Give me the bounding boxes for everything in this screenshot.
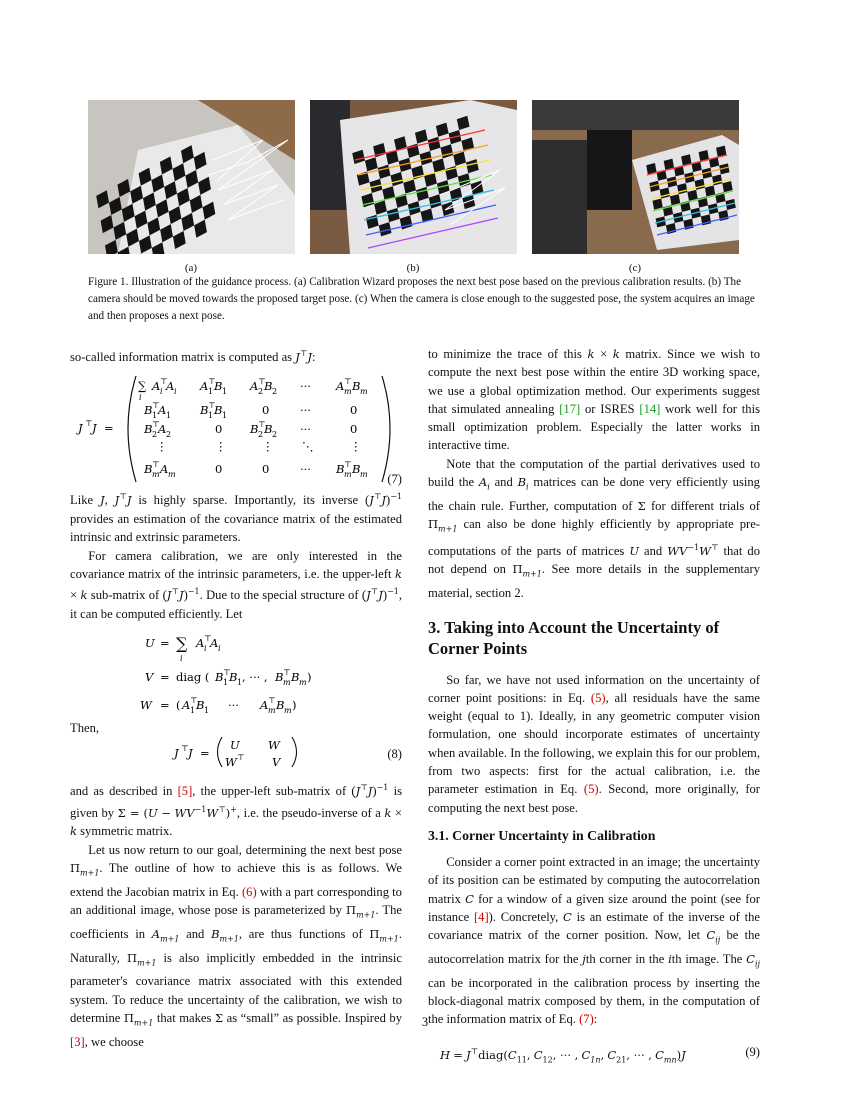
svg-text:A: A bbox=[152, 379, 161, 394]
figure-caption: Figure 1. Illustration of the guidance process. (a) Calibration Wizard proposes the next best pose based on the previous calibration results. (b) The camera should be moved towards the proposed target pose. (c) When the camera is close enough to the suggested pose, the system acquires an image and then proposes a next pose. bbox=[88, 276, 755, 322]
svg-text:): ) bbox=[292, 697, 297, 712]
svg-text:⋮: ⋮ bbox=[215, 439, 227, 454]
svg-text:2: 2 bbox=[272, 430, 278, 440]
section-3-1-heading: 3.1. Corner Uncertainty in Calibration bbox=[428, 827, 656, 843]
svg-text:0: 0 bbox=[350, 422, 358, 437]
svg-text:J: J bbox=[188, 746, 193, 761]
figure-panel-c bbox=[532, 100, 739, 254]
svg-text:⊤: ⊤ bbox=[204, 633, 212, 643]
svg-text:⊤: ⊤ bbox=[85, 419, 93, 429]
svg-text:B: B bbox=[264, 422, 273, 437]
svg-text:B: B bbox=[200, 403, 209, 418]
svg-text:⊤: ⊤ bbox=[258, 420, 266, 430]
svg-text:A: A bbox=[160, 462, 169, 477]
citation-14[interactable]: [14] bbox=[639, 401, 661, 416]
svg-text:0: 0 bbox=[215, 462, 223, 477]
eq8-number: (8) bbox=[387, 747, 402, 762]
eq9-number: (9) bbox=[745, 1044, 760, 1059]
svg-text:B: B bbox=[250, 422, 259, 437]
svg-text:⊤: ⊤ bbox=[152, 401, 160, 411]
svg-text:A: A bbox=[210, 635, 219, 650]
svg-text:B: B bbox=[196, 697, 205, 712]
svg-text:···: ··· bbox=[300, 462, 311, 477]
svg-text:⋱: ⋱ bbox=[302, 439, 314, 454]
svg-text:m: m bbox=[360, 387, 368, 397]
svg-text:1: 1 bbox=[208, 411, 214, 421]
svg-text:A: A bbox=[336, 379, 345, 394]
svg-text:0: 0 bbox=[350, 403, 358, 418]
right-paragraph-2: Note that the computation of the partial derivatives used to build the $A_i$ and $B_i$ matrices can be done very efficiently using the chain rule. Further, computation of Σ for different trials of $\Pi_{m+1}$ can also be done highly efficiently by appropriate pre-computations of the parts of matrices U and $WV^{-1}W^⊤$ that do not depend on $\Pi_{m+1}$. See more details in the supplementary material, section 2. bbox=[428, 456, 760, 601]
eq-ref-5b[interactable]: (5) bbox=[583, 782, 599, 797]
svg-text:B: B bbox=[276, 697, 285, 712]
right-column bbox=[428, 345, 760, 1069]
right-paragraph-3: So far, we have not used information on the uncertainty of corner point positions: in Eq. (5), all residuals have the same weight (equal to 1). Ideally, in any geometric computer vision formulation, one should incorporate estimates of uncertainty when available. In the following, we explain this for our problem, from two aspects: first for the actual calibration, i.e. the parameter estimation in Eq. (5). Second, more originally, for computing the next best pose. bbox=[428, 672, 761, 815]
svg-text:i: i bbox=[139, 393, 142, 403]
left-paragraph-5: Let us now return to our goal, determining the next best pose $\Pi_{m+1}$. The outline of how to achieve this is as follows. We extend the Jacobian matrix in Eq. (6) with a part corresponding to an additional image, whose pose is parameterized by $\Pi_{m+1}$. The coefficients in $A_{m+1}$ and $B_{m+1}$, are thus functions of $\Pi_{m+1}$. Naturally, $\Pi_{m+1}$ is also implicitly embedded in the intrinsic parameter's covariance matrix associated with this extended system. To reduce the uncertainty of the calibration, we wish to determine $\Pi_{m+1}$ that makes Σ as “small” as possible. Inspired by [3], we choose bbox=[70, 842, 403, 1049]
svg-text:⋮: ⋮ bbox=[350, 439, 362, 454]
eq-ref-5a[interactable]: (5) bbox=[590, 690, 606, 705]
svg-text:A: A bbox=[260, 697, 269, 712]
svg-text:0: 0 bbox=[262, 403, 270, 418]
svg-text:···: ··· bbox=[300, 422, 311, 437]
left-paragraph-4: and as described in [5], the upper-left sub-matrix of $(J^⊤J)^{-1}$ is given by $\Sigma = (U - WV^{-1}W^⊤)^+$, i.e. the pseudo-inverse of a k × k symmetric matrix. bbox=[70, 783, 402, 839]
svg-text:1: 1 bbox=[190, 705, 196, 715]
svg-text:2: 2 bbox=[258, 387, 264, 397]
left-paragraph-3: For camera calibration, we are only interested in the covariance matrix of the intrinsic parameters, i.e. the upper-left k × k sub-matrix of $(J^⊤J)^{-1}$. Due to the special structure of $(J^⊤J)^{-1}$, it can be computed efficiently. Let bbox=[70, 548, 403, 621]
svg-text:m: m bbox=[283, 677, 291, 687]
svg-text:1: 1 bbox=[223, 677, 229, 687]
svg-text:2: 2 bbox=[258, 430, 264, 440]
svg-text:V: V bbox=[272, 755, 281, 770]
svg-text:W: W bbox=[268, 738, 280, 753]
equation-7 bbox=[70, 370, 402, 488]
section-3-heading: 3. Taking into Account the Uncertainty of Corner Points bbox=[428, 617, 720, 658]
svg-text:W: W bbox=[140, 697, 152, 712]
svg-text:A: A bbox=[182, 697, 191, 712]
svg-text:J: J bbox=[174, 746, 179, 761]
svg-text:B: B bbox=[144, 403, 153, 418]
svg-text:=: = bbox=[160, 697, 170, 712]
svg-text:0: 0 bbox=[262, 462, 270, 477]
svg-text:m: m bbox=[152, 470, 160, 480]
svg-text:⊤: ⊤ bbox=[181, 744, 189, 754]
svg-text:, ··· ,: , ··· , bbox=[242, 669, 268, 684]
svg-text:1: 1 bbox=[222, 387, 228, 397]
svg-text:A: A bbox=[158, 422, 167, 437]
svg-text:A: A bbox=[166, 379, 175, 394]
svg-text:2: 2 bbox=[166, 430, 172, 440]
subcaption-b: (b) bbox=[406, 262, 420, 274]
svg-text:m: m bbox=[168, 470, 176, 480]
svg-text:B: B bbox=[215, 669, 224, 684]
svg-text:B: B bbox=[229, 669, 238, 684]
figure-panel-b bbox=[310, 100, 517, 254]
svg-text:∑: ∑ bbox=[138, 379, 147, 394]
eq-ref-6[interactable]: (6) bbox=[241, 884, 257, 899]
svg-text:=: = bbox=[104, 421, 114, 436]
citation-5[interactable]: [5] bbox=[177, 784, 193, 799]
svg-text:V: V bbox=[145, 669, 154, 684]
svg-text:A: A bbox=[200, 379, 209, 394]
svg-text:U: U bbox=[230, 738, 240, 753]
svg-text:m: m bbox=[360, 470, 368, 480]
figure-panel-a bbox=[88, 100, 295, 254]
svg-text:⋮: ⋮ bbox=[156, 439, 168, 454]
svg-text:1: 1 bbox=[222, 411, 228, 421]
svg-text:⋮: ⋮ bbox=[262, 439, 274, 454]
svg-text:B: B bbox=[291, 669, 300, 684]
svg-text:⊤: ⊤ bbox=[208, 377, 216, 387]
svg-text:=: = bbox=[160, 635, 170, 650]
svg-text:⊤: ⊤ bbox=[344, 460, 352, 470]
svg-text:i: i bbox=[160, 387, 163, 397]
svg-text:W: W bbox=[225, 755, 237, 770]
svg-text:⊤: ⊤ bbox=[268, 695, 276, 705]
svg-text:U: U bbox=[145, 635, 155, 650]
svg-text:⊤: ⊤ bbox=[223, 667, 231, 677]
then-label: Then, bbox=[70, 720, 100, 735]
svg-text:i: i bbox=[174, 387, 177, 397]
svg-text:⊤: ⊤ bbox=[283, 667, 291, 677]
equation-8 bbox=[70, 733, 402, 771]
svg-text:⊤: ⊤ bbox=[160, 377, 168, 387]
page-number: 3 bbox=[421, 1015, 429, 1029]
svg-text:2: 2 bbox=[152, 430, 158, 440]
svg-text:⊤: ⊤ bbox=[190, 695, 198, 705]
svg-text:1: 1 bbox=[152, 411, 158, 421]
svg-text:B: B bbox=[264, 379, 273, 394]
svg-text:⊤: ⊤ bbox=[152, 420, 160, 430]
svg-text:A: A bbox=[250, 379, 259, 394]
svg-text:⊤: ⊤ bbox=[258, 377, 266, 387]
eq-ref-7[interactable]: (7) bbox=[579, 1012, 594, 1027]
left-paragraph-1: so-called information matrix is computed as J⊤J: bbox=[70, 349, 316, 365]
svg-text:(: ( bbox=[176, 697, 181, 712]
svg-text:m: m bbox=[284, 705, 292, 715]
equation-9: $H = J^⊤diag(C_{11}$, $C_{12}$, ··· , $C_{1n}$, $C_{21}$, ··· , $C_{mn})J$ (9) bbox=[440, 1044, 760, 1065]
svg-text:): ) bbox=[307, 669, 312, 684]
svg-text:⊤: ⊤ bbox=[208, 401, 216, 411]
svg-text:B: B bbox=[214, 379, 223, 394]
svg-text:B: B bbox=[275, 669, 284, 684]
svg-text:B: B bbox=[352, 379, 361, 394]
svg-text:i: i bbox=[180, 653, 183, 663]
left-column bbox=[70, 345, 402, 1051]
svg-text:0: 0 bbox=[215, 422, 223, 437]
svg-text:···: ··· bbox=[228, 697, 239, 712]
svg-text:2: 2 bbox=[272, 387, 278, 397]
svg-text:⊤: ⊤ bbox=[237, 753, 245, 763]
right-paragraph-1: to minimize the trace of this k × k matrix. Since we wish to compute the next best pose within the entire 3D working space, we use a global optimization method. Our experiments suggest that simulated annealing [17] or ISRES [14] work well for this small optimization problem. Especially the latter works in interactive time. bbox=[428, 347, 761, 453]
svg-text:B: B bbox=[214, 403, 223, 418]
svg-text:···: ··· bbox=[300, 379, 311, 394]
equation-uvw bbox=[70, 629, 402, 719]
left-paragraph-2: Like J, J⊤J is highly sparse. Importantly, its inverse $(J^⊤J)^{-1}$ provides an estimation of the covariance matrix of the estimated intrinsic and extrinsic parameters. bbox=[70, 492, 402, 545]
svg-text:m: m bbox=[268, 705, 276, 715]
citation-17[interactable]: [17] bbox=[559, 401, 581, 416]
svg-text:∑: ∑ bbox=[176, 633, 188, 653]
svg-text:J: J bbox=[92, 421, 97, 436]
svg-text:1: 1 bbox=[208, 387, 214, 397]
svg-text:B: B bbox=[144, 422, 153, 437]
svg-text:=: = bbox=[160, 669, 170, 684]
svg-text:A: A bbox=[158, 403, 167, 418]
svg-text:B: B bbox=[352, 462, 361, 477]
svg-text:i: i bbox=[218, 643, 221, 653]
svg-text:diag (: diag ( bbox=[176, 669, 210, 684]
svg-text:m: m bbox=[299, 677, 307, 687]
svg-text:1: 1 bbox=[237, 677, 243, 687]
citation-4[interactable]: [4] bbox=[473, 909, 489, 924]
svg-text:J: J bbox=[78, 421, 83, 436]
svg-text:m: m bbox=[344, 470, 352, 480]
svg-text:···: ··· bbox=[300, 403, 311, 418]
right-paragraph-4: Consider a corner point extracted in an image; the uncertainty of its position can be estimated by computing the autocorrelation matrix C for a window of a given size around the point (see for instance [4]). Concretely, C is an estimate of the inverse of the covariance matrix of the corner position. Now, let $C_{ij}$ be the autocorrelation matrix for the jth corner in the ith image. The $C_{ij}$ can be incorporated in the calibration process by inserting the block-diagonal matrix composed by them, in the computation of the information matrix of Eq. (7): bbox=[428, 854, 761, 1027]
citation-3[interactable]: [3] bbox=[70, 1034, 85, 1049]
svg-text:i: i bbox=[204, 643, 207, 653]
svg-text:B: B bbox=[144, 462, 153, 477]
svg-text:⊤: ⊤ bbox=[152, 460, 160, 470]
svg-text:m: m bbox=[344, 387, 352, 397]
svg-text:=: = bbox=[200, 746, 210, 761]
svg-text:A: A bbox=[196, 635, 205, 650]
svg-text:⊤: ⊤ bbox=[344, 377, 352, 387]
svg-text:1: 1 bbox=[204, 705, 210, 715]
subcaption-a: (a) bbox=[184, 262, 198, 274]
svg-text:B: B bbox=[336, 462, 345, 477]
svg-text:1: 1 bbox=[166, 411, 172, 421]
subcaption-c: (c) bbox=[628, 262, 642, 274]
eq7-number: (7) bbox=[387, 472, 402, 487]
